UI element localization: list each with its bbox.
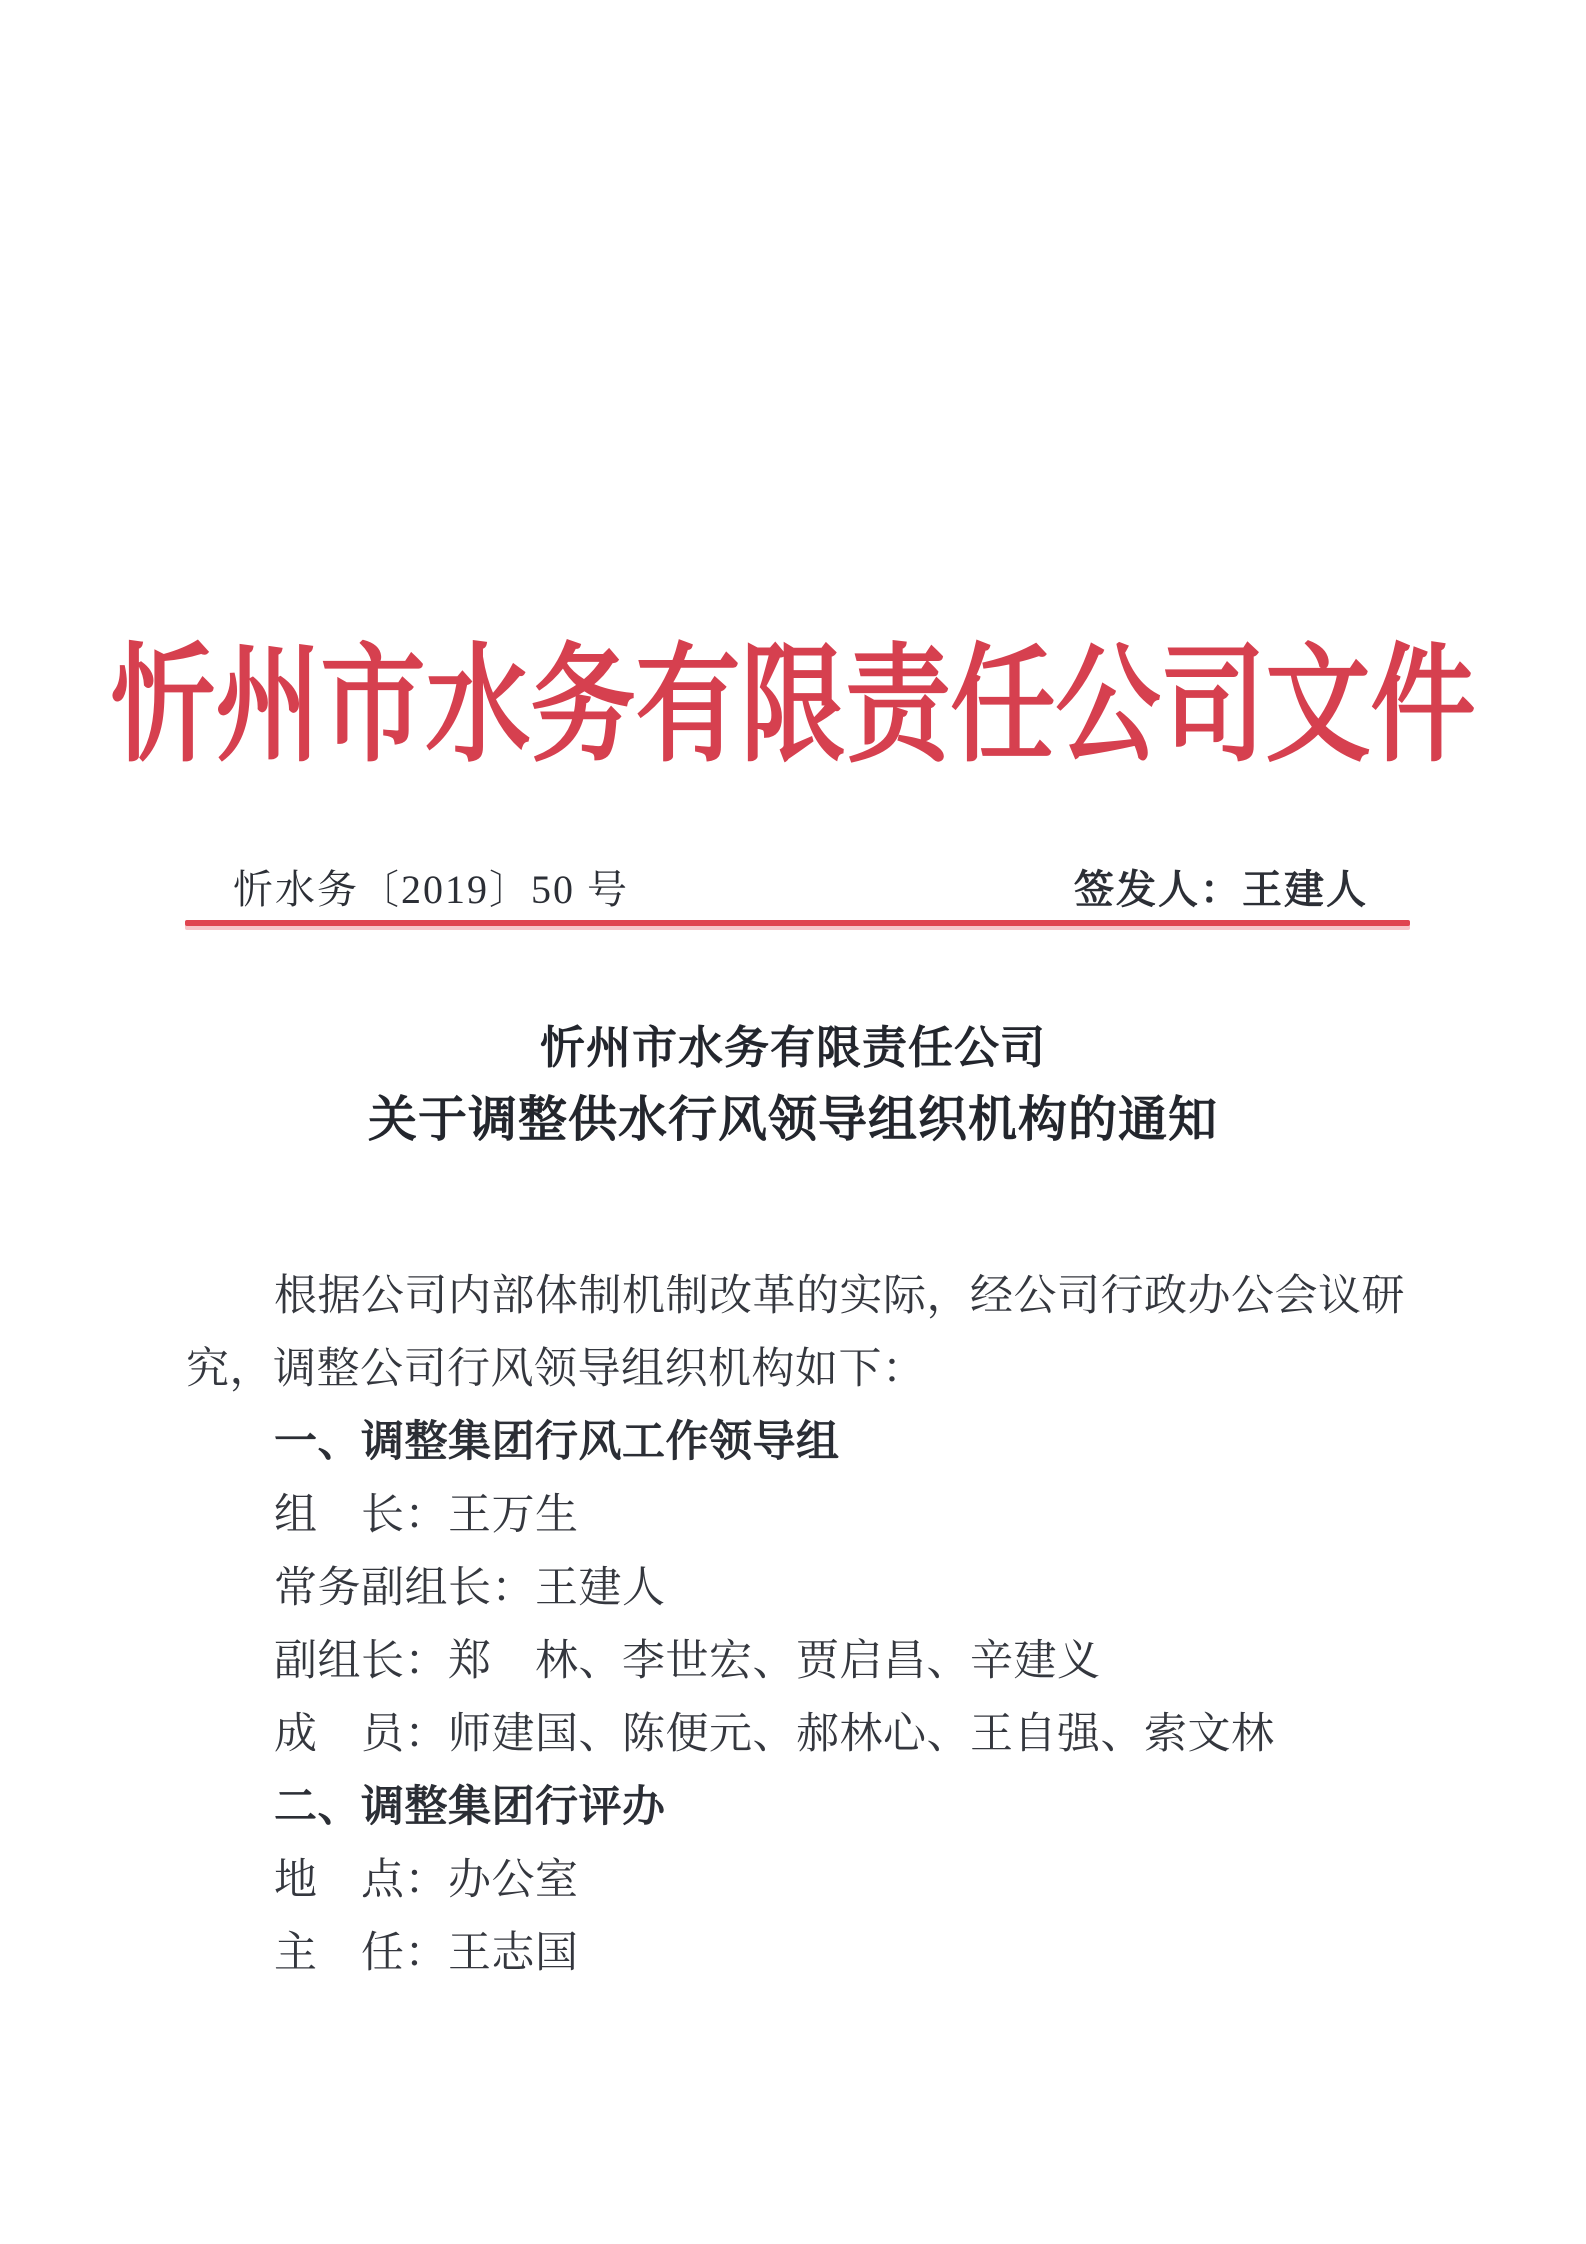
red-header-banner: 忻州市水务有限责任公司文件 <box>110 634 1476 778</box>
role-line-director: 主 任：王志国 <box>274 1930 579 1977</box>
role-line-executive-deputy-leader: 常务副组长：王建人 <box>274 1565 666 1612</box>
role-line-group-leader: 组 长：王万生 <box>274 1492 579 1539</box>
document-number: 忻水务〔2019〕50 号 <box>233 867 629 912</box>
section-2-heading: 二、调整集团行评办 <box>274 1783 666 1831</box>
issuer-signature: 签发人：王建人 <box>1074 867 1368 912</box>
document-meta-row <box>233 866 1368 914</box>
role-line-location: 地 点：办公室 <box>274 1857 579 1904</box>
intro-paragraph-line2: 究，调整公司行风领导组织机构如下： <box>186 1346 926 1393</box>
document-title-line2: 关于调整供水行风领导组织机构的通知 <box>367 1093 1218 1147</box>
red-separator-line <box>185 920 1410 926</box>
document-title <box>0 1012 1586 1156</box>
role-line-members: 成 员：师建国、陈便元、郝林心、王自强、索文林 <box>274 1711 1275 1758</box>
document-body <box>186 1260 1418 1990</box>
intro-paragraph-line1: 根据公司内部体制机制改革的实际，经公司行政办公会议研 <box>274 1273 1405 1320</box>
section-1-heading: 一、调整集团行风工作领导组 <box>274 1418 840 1466</box>
document-title-line1: 忻州市水务有限责任公司 <box>539 1022 1046 1073</box>
role-line-deputy-leaders: 副组长：郑 林、李世宏、贾启昌、辛建义 <box>274 1638 1101 1685</box>
